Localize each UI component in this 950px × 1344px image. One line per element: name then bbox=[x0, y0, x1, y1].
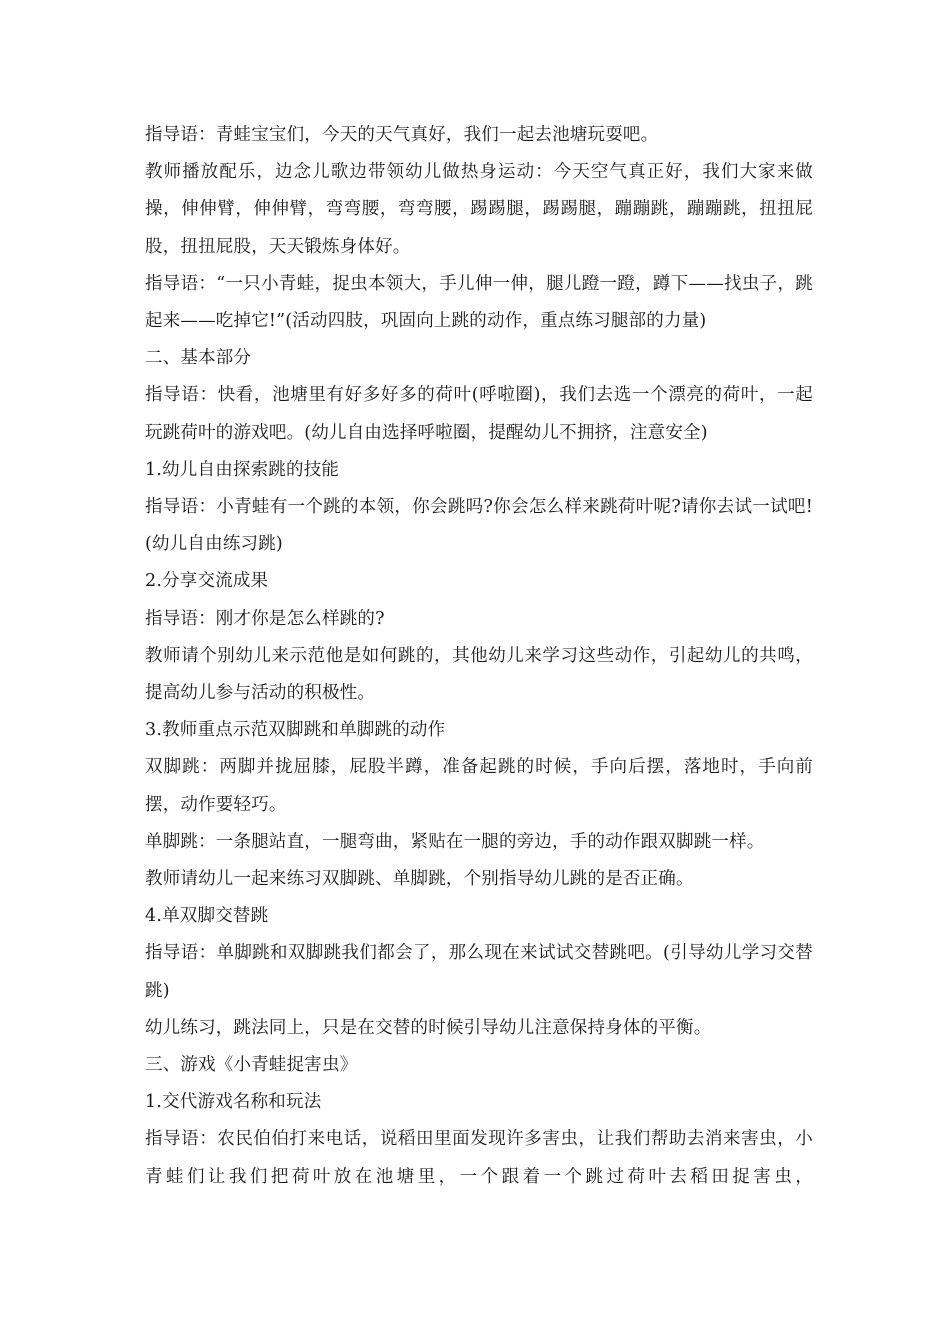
paragraph-try-jumping: 指导语：小青蛙有一个跳的本领，你会跳吗?你会怎么样来跳荷叶呢?请你去试一试吧!(幼儿自由练习跳) bbox=[145, 497, 813, 555]
section-heading-basic-part: 二、基本部分 bbox=[145, 348, 252, 369]
paragraph-warmup-exercise: 教师播放配乐，边念儿歌边带领幼儿做热身运动：今天空气真正好，我们大家来做操，伸伸臂，伸伸臂，弯弯腰，弯弯腰，踢踢腿，踢踢腿，蹦蹦跳，蹦蹦跳，扭扭屁股，扭扭屁股，天天锻炼身体好。 bbox=[145, 162, 813, 257]
paragraph-single-foot-jump: 单脚跳：一条腿站直，一腿弯曲，紧贴在一腿的旁边，手的动作跟双脚跳一样。 bbox=[145, 831, 765, 852]
paragraph-how-did-you-jump: 指导语：刚才你是怎么样跳的? bbox=[145, 608, 385, 629]
paragraph-practice: 教师请幼儿一起来练习双脚跳、单脚跳，个别指导幼儿跳的是否正确。 bbox=[145, 869, 694, 890]
paragraph-demonstration: 教师请个别幼儿来示范他是如何跳的，其他幼儿来学习这些动作，引起幼儿的共鸣，提高幼儿参与活动的积极性。 bbox=[145, 645, 813, 704]
paragraph-children-practice: 幼儿练习，跳法同上，只是在交替的时候引导幼儿注意保持身体的平衡。 bbox=[145, 1017, 712, 1038]
subheading-share-results: 2.分享交流成果 bbox=[145, 571, 269, 592]
paragraph-alternate-guide: 指导语：单脚跳和双脚跳我们都会了，那么现在来试试交替跳吧。(引导幼儿学习交替跳) bbox=[145, 943, 813, 1001]
subheading-explore-jumping: 1.幼儿自由探索跳的技能 bbox=[145, 459, 340, 480]
paragraph-double-foot-jump: 双脚跳：两脚并拢屈膝，屁股半蹲，准备起跳的时候，手向后摆，落地时，手向前摆，动作要轻巧。 bbox=[145, 757, 813, 815]
paragraph-game-story: 指导语：农民伯伯打来电话，说稻田里面发现许多害虫，让我们帮助去消来害虫，小青蛙们让我们把荷叶放在池塘里，一个跟着一个跳过荷叶去稻田捉害虫， bbox=[145, 1129, 813, 1187]
paragraph-warmup-intro: 指导语：青蛙宝宝们，今天的天气真好，我们一起去池塘玩耍吧。 bbox=[145, 125, 659, 145]
subheading-teacher-demo: 3.教师重点示范双脚跳和单脚跳的动作 bbox=[145, 720, 446, 741]
section-heading-game: 三、游戏《小青蛙捉害虫》 bbox=[145, 1055, 358, 1076]
subheading-game-rules: 1.交代游戏名称和玩法 bbox=[145, 1092, 322, 1113]
subheading-alternate-jump: 4.单双脚交替跳 bbox=[145, 906, 269, 927]
paragraph-frog-rhyme: 指导语：“一只小青蛙，捉虫本领大，手儿伸一伸，腿儿蹬一蹬，蹲下——找虫子，跳起来——吃掉它!”(活动四肢，巩固向上跳的动作，重点练习腿部的力量) bbox=[145, 273, 813, 332]
paragraph-lotus-leaf-game: 指导语：快看，池塘里有好多好多的荷叶(呼啦圈)，我们去选一个漂亮的荷叶，一起玩跳荷叶的游戏吧。(幼儿自由选择呼啦圈，提醒幼儿不拥挤，注意安全) bbox=[145, 385, 813, 443]
document-page bbox=[145, 117, 813, 1196]
